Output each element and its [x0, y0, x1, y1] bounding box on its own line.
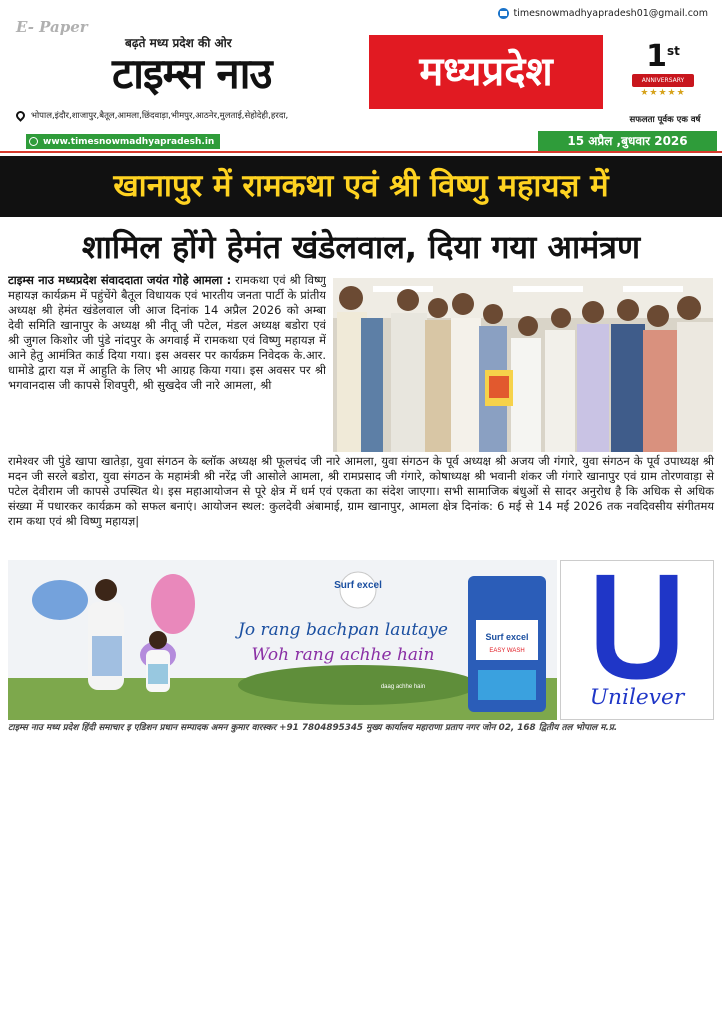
footer-imprint: टाइम्स नाउ मध्य प्रदेश हिंदी समाचार इ एडिशन प्रधान सम्पादक अमन कुमार वारस्कर +91 7804895345 मुख्य कार्यालय महाराणा प्रताप नगर जोन 02, 168 द्वितीय तल भोपाल म.प्र. — [8, 723, 618, 733]
epaper-label: E- Paper — [16, 18, 88, 36]
location-pin-icon — [14, 109, 27, 122]
svg-text:Surf excel: Surf excel — [334, 580, 382, 591]
masthead-right: मध्यप्रदेश — [369, 35, 603, 109]
header-divider — [0, 151, 722, 153]
globe-icon — [29, 137, 38, 146]
surf-excel-advertisement[interactable] — [8, 560, 557, 720]
ad-line-2: Woh rang achhe hain — [251, 645, 435, 665]
headline-line-2: शामिल होंगे हेमंत खंडेलवाल, दिया गया आमंत्रण — [81, 228, 641, 266]
news-photo — [333, 278, 713, 452]
article-full-text: रामेश्वर जी पुंडे खापा खातेड़ा, युवा संगठन के ब्लॉक अध्यक्ष श्री फूलचंद जी नारे आमला, युवा संगठन के पूर्व अध्यक्ष श्री अजय जी गंगारे, युवा संगठन के पूर्व उपाध्यक्ष श्री मदन जी सरले बडोरा, युवा संगठन के महामंत्री श्री नरेंद्र जी आसोले आमला, श्री रामप्रसाद जी गंगारे, कोषाध्यक्ष श्री भवानी शंकर जी गंगारे खानापुर एवं ग्राम तोरणवाड़ा से पटेल देवीराम जी कापसे उपस्थित थे। इस महाआयोजन से पूरे क्षेत्र में धर्म एवं एकता का संदेश जाएगा। सभी सामाजिक बंधुओं से सादर अनुरोध है कि अधिक से अधिक संख्या में पधारकर कार्यक्रम को सफल बनाएं। आयोजन स्थल: कुलदेवी अंबामाई, ग्राम खानापुर, आमला क्षेत्र दिनांक: 6 मई से 14 मई 2026 तक नवदिवसीय संगीतमय राम कथा एवं श्री विष्णु महायज्ञ| — [8, 454, 714, 528]
website-text: www.timesnowmadhyapradesh.in — [43, 136, 215, 147]
article-column — [8, 273, 326, 443]
unilever-logo — [560, 560, 714, 720]
anniversary-badge — [618, 36, 708, 99]
anniversary-ribbon: ANNIVERSARY — [632, 74, 694, 87]
cities-line — [16, 110, 288, 121]
date-badge: 15 अप्रैल ,बुधवार 2026 — [538, 131, 717, 151]
mail-icon — [498, 8, 509, 19]
email-text: timesnowmadhyapradesh01@gmail.com — [513, 8, 708, 19]
unilever-wordmark: Unilever — [589, 685, 685, 711]
detergent-pack — [468, 576, 546, 712]
svg-text:Surf excel: Surf excel — [485, 632, 529, 642]
ad-line-1: Jo rang bachpan lautaye — [238, 620, 448, 640]
byline: टाइम्स नाउ मध्यप्रदेश संवाददाता जयंत गोहे आमला : — [8, 273, 232, 287]
column-text: रामकथा एवं श्री विष्णु महायज्ञ कार्यक्रम में पहुंचेंगे बैतूल विधायक एवं भारतीय जनता पार्टी के प्रांतीय अध्यक्ष श्री हेमंत खंडेलवाल जी आज दिनांक 14 अप्रैल 2026 को अम्बा देवी समिति खानापुर के अध्यक्ष श्री नीतू जी पटेल, मंडल अध्यक्ष बडोरा एवं श्री जुगल किशोर जी पुंडे नांदपुर के अगवाई में रामकथा एवं विष्णु महायज्ञ में आने हेतु आमंत्रित कार्ड दिया गया। इस अवसर पर कार्यक्रम निवेदक के.आर. धामोडे द्वारा यज्ञ में आहुति के लिए भी आग्रह किया गया। इस अवसर पर श्री भगवानदास जी कापसे शिवपुरी, श्री सुखदेव जी नारे आमला, श्री — [8, 273, 326, 392]
ad-tag: daag achhe hain — [380, 684, 426, 690]
cities-text: भोपाल,इंदौर,शाजापुर,बैतूल,आमला,छिंदवाड़ा,भीमपुर,आठनेर,मुलताई,सेहोदेही,हरदा, — [31, 111, 289, 121]
tagline: बढ़ते मध्य प्रदेश की ओर — [125, 36, 232, 50]
headline-line-1: खानापुर में रामकथा एवं श्री विष्णु महायज्ञ में — [0, 156, 722, 217]
anniversary-number: 1st — [646, 39, 680, 74]
anniversary-caption: सफलता पूर्वक एक वर्ष — [629, 115, 701, 125]
star-icon: ★★★★★ — [640, 88, 686, 98]
website-link[interactable] — [26, 134, 220, 149]
masthead-left: टाइम्स नाउ — [112, 49, 272, 98]
email-contact — [498, 8, 708, 19]
child-figure — [146, 631, 170, 692]
svg-text:EASY WASH: EASY WASH — [489, 648, 525, 654]
